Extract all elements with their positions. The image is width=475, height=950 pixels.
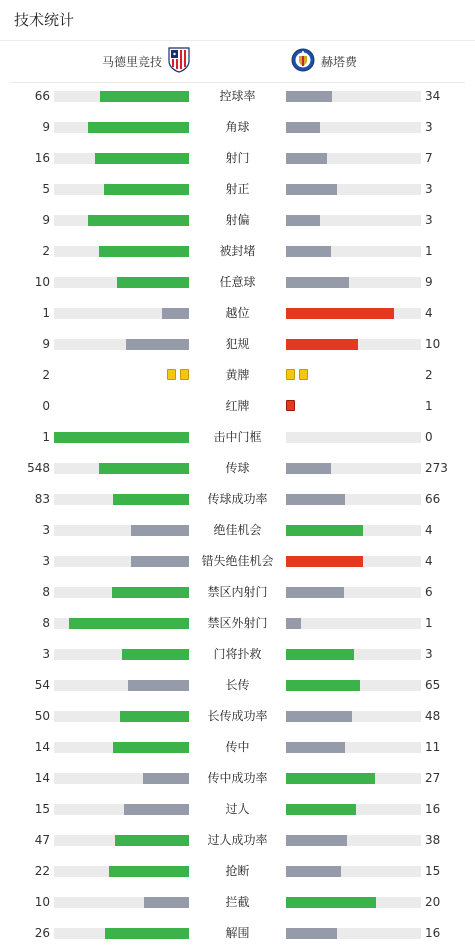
home-bar-track	[54, 494, 189, 505]
away-value: 3	[425, 213, 433, 227]
home-bar-track	[54, 804, 189, 815]
away-bar-fill	[286, 804, 356, 815]
stats-list	[0, 81, 475, 949]
away-bar-track	[286, 215, 421, 226]
home-value: 15	[34, 802, 50, 816]
away-bar-fill	[286, 215, 320, 226]
page-title: 技术统计	[14, 11, 75, 29]
away-bar-track	[286, 308, 421, 319]
home-value: 26	[34, 926, 50, 940]
home-bar-fill	[88, 215, 189, 226]
away-team-name: 赫塔费	[321, 54, 358, 69]
stat-label: 抢断	[225, 864, 250, 878]
home-value: 8	[42, 616, 50, 630]
away-value: 6	[425, 585, 433, 599]
stat-row[interactable]	[0, 205, 475, 236]
home-value: 16	[34, 151, 50, 165]
stat-row[interactable]	[0, 577, 475, 608]
away-bar-fill	[286, 897, 376, 908]
stat-label: 绝佳机会	[213, 523, 262, 537]
stat-label: 传中	[225, 740, 250, 754]
away-bar-fill	[286, 618, 301, 629]
away-bar-fill	[286, 122, 320, 133]
away-value: 1	[425, 244, 433, 258]
stat-label: 犯规	[225, 337, 250, 351]
home-bar-fill	[115, 835, 189, 846]
away-bar-track	[286, 835, 421, 846]
away-bar-fill	[286, 835, 347, 846]
home-bar-track	[54, 928, 189, 939]
yellow-card-icon	[286, 369, 295, 380]
home-value: 8	[42, 585, 50, 599]
home-value: 14	[34, 771, 50, 785]
home-value: 1	[42, 306, 50, 320]
away-value: 16	[425, 926, 441, 940]
away-bar-fill	[286, 246, 331, 257]
away-bar-track	[286, 525, 421, 536]
away-cards	[286, 400, 295, 411]
stat-label: 越位	[225, 306, 250, 320]
away-bar-fill	[286, 866, 341, 877]
stat-row[interactable]	[0, 329, 475, 360]
away-value: 273	[425, 461, 448, 475]
away-bar-fill	[286, 587, 344, 598]
stat-label: 传球	[225, 461, 250, 475]
home-bar-fill	[126, 339, 189, 350]
away-bar-track	[286, 339, 421, 350]
home-bar-track	[54, 680, 189, 691]
away-value: 1	[425, 616, 433, 630]
away-bar-fill	[286, 556, 363, 567]
title-divider	[0, 40, 475, 41]
away-bar-track	[286, 680, 421, 691]
home-bar-track	[54, 711, 189, 722]
away-bar-track	[286, 277, 421, 288]
stat-label: 解围	[225, 926, 250, 940]
home-bar-track	[54, 587, 189, 598]
home-value: 47	[34, 833, 50, 847]
stat-row[interactable]	[0, 918, 475, 949]
away-bar-track	[286, 153, 421, 164]
home-bar-track	[54, 246, 189, 257]
stat-row[interactable]	[0, 515, 475, 546]
stat-label: 门将扑救	[213, 647, 262, 661]
home-value: 66	[34, 89, 50, 103]
home-bar-fill	[117, 277, 189, 288]
stat-label: 过人成功率	[207, 833, 268, 847]
away-value: 65	[425, 678, 441, 692]
home-bar-track	[54, 277, 189, 288]
home-bar-track	[54, 773, 189, 784]
home-bar-fill	[113, 742, 189, 753]
away-bar-fill	[286, 773, 375, 784]
away-value: 34	[425, 89, 441, 103]
away-bar-fill	[286, 277, 349, 288]
away-bar-track	[286, 711, 421, 722]
home-value: 14	[34, 740, 50, 754]
home-bar-fill	[112, 587, 189, 598]
stat-label: 黄牌	[225, 368, 250, 382]
away-bar-track	[286, 773, 421, 784]
away-value: 20	[425, 895, 441, 909]
home-value: 54	[34, 678, 50, 692]
away-bar-track	[286, 928, 421, 939]
home-value: 9	[42, 120, 50, 134]
home-bar-fill	[128, 680, 189, 691]
away-bar-track	[286, 897, 421, 908]
home-bar-fill	[162, 308, 189, 319]
away-bar-track	[286, 618, 421, 629]
stat-label: 任意球	[219, 275, 256, 289]
stat-row[interactable]	[0, 143, 475, 174]
stat-row[interactable]	[0, 453, 475, 484]
stat-row[interactable]	[0, 236, 475, 267]
stat-label: 拦截	[225, 895, 250, 909]
away-bar-fill	[286, 463, 331, 474]
stat-label: 射正	[225, 182, 250, 196]
away-bar-track	[286, 463, 421, 474]
away-value: 1	[425, 399, 433, 413]
home-value: 50	[34, 709, 50, 723]
home-bar-fill	[124, 804, 189, 815]
home-bar-fill	[104, 184, 189, 195]
home-bar-track	[54, 897, 189, 908]
home-value: 10	[34, 895, 50, 909]
yellow-card-icon	[180, 369, 189, 380]
away-bar-fill	[286, 649, 354, 660]
away-value: 27	[425, 771, 441, 785]
home-bar-track	[54, 339, 189, 350]
away-bar-fill	[286, 742, 345, 753]
away-value: 11	[425, 740, 441, 754]
stat-row[interactable]	[0, 360, 475, 391]
stat-row[interactable]	[0, 267, 475, 298]
away-value: 15	[425, 864, 441, 878]
stat-row[interactable]	[0, 112, 475, 143]
away-value: 66	[425, 492, 441, 506]
away-cards	[286, 369, 308, 380]
away-bar-fill	[286, 184, 337, 195]
home-value: 9	[42, 337, 50, 351]
home-bar-fill	[95, 153, 190, 164]
away-bar-fill	[286, 711, 352, 722]
home-bar-fill	[88, 122, 189, 133]
away-value: 48	[425, 709, 441, 723]
home-bar-track	[54, 618, 189, 629]
home-bar-track	[54, 184, 189, 195]
yellow-card-icon	[299, 369, 308, 380]
home-bar-track	[54, 432, 189, 443]
away-bar-track	[286, 122, 421, 133]
home-bar-track	[54, 215, 189, 226]
stat-row[interactable]	[0, 422, 475, 453]
home-bar-track	[54, 742, 189, 753]
stat-label: 被封堵	[219, 244, 256, 258]
stat-row[interactable]	[0, 608, 475, 639]
away-bar-fill	[286, 494, 345, 505]
home-team-name: 马德里竞技	[102, 54, 163, 69]
home-bar-track	[54, 556, 189, 567]
stat-row[interactable]	[0, 825, 475, 856]
away-bar-fill	[286, 525, 363, 536]
away-bar-track	[286, 246, 421, 257]
stat-label: 传中成功率	[207, 771, 268, 785]
home-value: 0	[42, 399, 50, 413]
stat-label: 传球成功率	[207, 492, 268, 506]
stat-label: 射门	[225, 151, 250, 165]
away-bar-fill	[286, 928, 337, 939]
stat-row[interactable]	[0, 856, 475, 887]
away-bar-track	[286, 556, 421, 567]
stat-label: 长传成功率	[207, 709, 268, 723]
home-bar-fill	[122, 649, 190, 660]
home-bar-fill	[143, 773, 189, 784]
away-bar-track	[286, 649, 421, 660]
stat-label: 击中门框	[213, 430, 262, 444]
stat-row[interactable]	[0, 81, 475, 112]
away-bar-track	[286, 866, 421, 877]
home-bar-fill	[131, 525, 189, 536]
home-bar-fill	[131, 556, 189, 567]
stat-row[interactable]	[0, 639, 475, 670]
home-bar-fill	[144, 897, 189, 908]
home-value: 3	[42, 523, 50, 537]
home-bar-track	[54, 91, 189, 102]
away-value: 4	[425, 554, 433, 568]
away-value: 0	[425, 430, 433, 444]
home-team[interactable]	[102, 47, 190, 75]
away-bar-fill	[286, 308, 394, 319]
home-cards	[167, 369, 189, 380]
home-bar-track	[54, 525, 189, 536]
home-bar-track	[54, 308, 189, 319]
away-bar-fill	[286, 680, 360, 691]
home-bar-fill	[120, 711, 189, 722]
stat-row[interactable]	[0, 174, 475, 205]
stat-label: 禁区外射门	[207, 616, 268, 630]
home-bar-fill	[105, 928, 189, 939]
stat-row[interactable]	[0, 670, 475, 701]
away-team[interactable]	[291, 47, 357, 75]
away-value: 3	[425, 647, 433, 661]
away-bar-track	[286, 494, 421, 505]
home-value: 3	[42, 554, 50, 568]
home-value: 1	[42, 430, 50, 444]
atletico-madrid-crest-icon	[168, 47, 190, 76]
away-bar-track	[286, 91, 421, 102]
stat-row[interactable]	[0, 391, 475, 422]
home-bar-fill	[54, 432, 189, 443]
home-bar-fill	[69, 618, 189, 629]
stat-label: 射偏	[225, 213, 250, 227]
away-bar-track	[286, 742, 421, 753]
away-value: 4	[425, 523, 433, 537]
home-bar-fill	[100, 91, 189, 102]
home-value: 3	[42, 647, 50, 661]
stat-row[interactable]	[0, 732, 475, 763]
stat-row[interactable]	[0, 701, 475, 732]
stat-label: 错失绝佳机会	[201, 554, 274, 568]
away-bar-track	[286, 804, 421, 815]
home-value: 22	[34, 864, 50, 878]
stat-row[interactable]	[0, 484, 475, 515]
home-value: 83	[34, 492, 50, 506]
stat-label: 长传	[225, 678, 250, 692]
home-bar-track	[54, 835, 189, 846]
home-bar-track	[54, 866, 189, 877]
home-bar-fill	[99, 463, 189, 474]
stat-label: 过人	[225, 802, 250, 816]
stat-row[interactable]	[0, 298, 475, 329]
home-bar-track	[54, 153, 189, 164]
home-bar-track	[54, 122, 189, 133]
away-bar-fill	[286, 91, 332, 102]
away-value: 2	[425, 368, 433, 382]
home-bar-fill	[109, 866, 189, 877]
home-value: 548	[27, 461, 50, 475]
home-value: 5	[42, 182, 50, 196]
home-bar-fill	[99, 246, 189, 257]
red-card-icon	[286, 400, 295, 411]
away-value: 7	[425, 151, 433, 165]
stat-label: 控球率	[219, 89, 256, 103]
home-value: 10	[34, 275, 50, 289]
stat-row[interactable]	[0, 546, 475, 577]
away-value: 9	[425, 275, 433, 289]
stat-label: 禁区内射门	[207, 585, 268, 599]
away-bar-track	[286, 432, 421, 443]
away-value: 38	[425, 833, 441, 847]
stat-row[interactable]	[0, 763, 475, 794]
away-value: 3	[425, 182, 433, 196]
home-value: 9	[42, 213, 50, 227]
getafe-crest-icon	[291, 48, 315, 75]
home-bar-track	[54, 463, 189, 474]
yellow-card-icon	[167, 369, 176, 380]
away-value: 16	[425, 802, 441, 816]
away-bar-track	[286, 587, 421, 598]
home-bar-track	[54, 649, 189, 660]
away-value: 10	[425, 337, 441, 351]
home-value: 2	[42, 368, 50, 382]
stat-label: 角球	[225, 120, 250, 134]
stat-row[interactable]	[0, 887, 475, 918]
home-bar-fill	[113, 494, 189, 505]
away-value: 4	[425, 306, 433, 320]
away-value: 3	[425, 120, 433, 134]
stat-label: 红牌	[225, 399, 250, 413]
stat-row[interactable]	[0, 794, 475, 825]
away-bar-track	[286, 184, 421, 195]
away-bar-fill	[286, 153, 327, 164]
away-bar-fill	[286, 339, 358, 350]
home-value: 2	[42, 244, 50, 258]
